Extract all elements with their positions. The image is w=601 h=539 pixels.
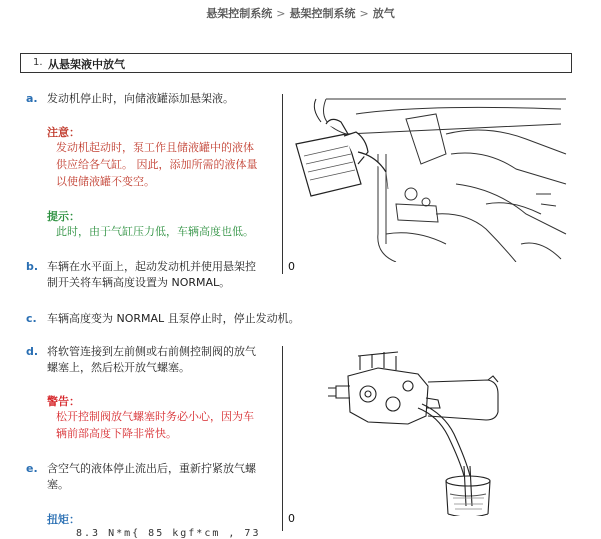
breadcrumb [0,5,601,21]
section-title: 从悬架液中放气 [48,58,125,71]
step-d-text: 螺塞上，然后松开放气螺塞。 [47,361,190,374]
figure-reservoir-fill [286,94,568,262]
warning-title: 警告： [47,395,80,408]
step-c-text: 车辆高度变为 NORMAL 且泵停止时，停止发动机。 [47,312,300,325]
step-e-label: e. [26,462,38,475]
step-e-text: 塞。 [47,478,69,491]
torque-title: 扭矩： [47,513,80,526]
warning-text-line: 松开控制阀放气螺塞时务必小心，因为车 [56,410,254,423]
figure-divider [282,94,283,274]
breadcrumb-item[interactable]: 悬架控制系统 [206,7,273,20]
note-text-line: 发动机起动时，泵工作且储液罐中的液体 [56,141,254,154]
breadcrumb-separator: > [276,7,286,20]
section-header [20,53,572,73]
bleed-plug-illustration [288,346,568,516]
section-number: 1. [33,57,43,68]
step-c-label: c. [26,312,37,325]
note-text-line: 以使储液罐不变空。 [56,175,155,188]
hint-title: 提示： [47,210,80,223]
figure-marker: 0 [288,512,295,525]
step-d-label: d. [26,345,39,358]
note-text-line: 供应给各气缸。 因此，添加所需的液体量 [56,158,258,171]
step-b-text: 车辆在水平面上，起动发动机并使用悬架控 [47,260,256,273]
warning-text-line: 辆前部高度下降非常快。 [56,427,177,440]
torque-value: 8.3 N*m{ 85 kgf*cm , 73 [76,528,261,539]
step-b-text: 制开关将车辆高度设置为 NORMAL。 [47,276,231,289]
figure-marker: 0 [288,260,295,273]
step-d-text: 将软管连接到左前侧或右前侧控制阀的放气 [47,345,256,358]
figure-bleed-plug [288,346,568,516]
breadcrumb-current: 放气 [372,7,395,20]
step-a-label: a. [26,92,38,105]
breadcrumb-separator: > [359,7,369,20]
step-e-text: 含空气的液体停止流出后，重新拧紧放气螺 [47,462,256,475]
step-a-text: 发动机停止时，向储液罐添加悬架液。 [47,92,234,105]
breadcrumb-item[interactable]: 悬架控制系统 [289,7,356,20]
note-title: 注意： [47,126,80,139]
reservoir-fill-illustration [286,94,568,262]
step-b-label: b. [26,260,39,273]
figure-divider [282,346,283,531]
hint-text: 此时，由于气缸压力低，车辆高度也低。 [56,225,254,238]
